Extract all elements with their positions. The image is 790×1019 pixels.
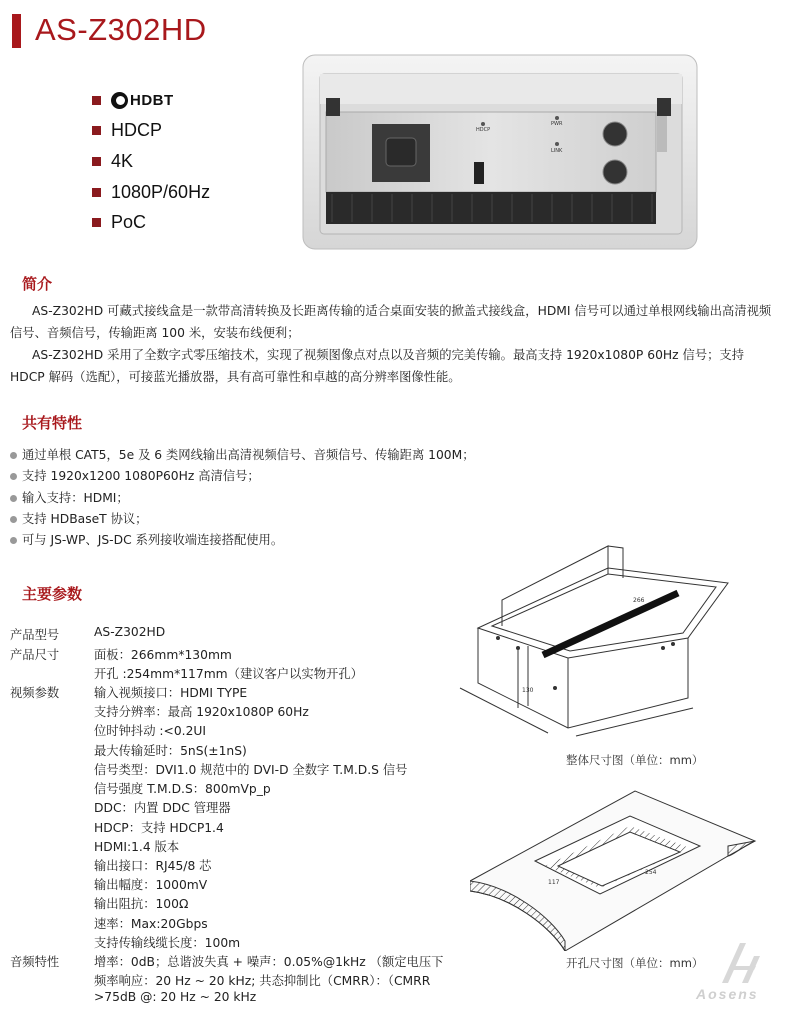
feature-text: PoC <box>111 212 147 232</box>
param-value: 位时钟抖动 :<0.2UI <box>94 724 207 738</box>
param-value: >75dB @: 20 Hz ~ 20 kHz <box>94 990 257 1004</box>
pwr-label: PWR <box>551 121 563 127</box>
hdbaset-logo-text: HDBT <box>130 92 174 109</box>
common-features-heading: 共有特性 <box>22 414 83 432</box>
param-label: 产品型号 <box>10 628 60 642</box>
param-value: DDC：内置 DDC 管理器 <box>94 801 231 815</box>
param-value: HDMI:1.4 版本 <box>94 840 180 854</box>
dim-label: 254 <box>645 869 657 876</box>
cutout-dimension-drawing <box>470 786 770 951</box>
hinge-icon <box>657 112 667 152</box>
param-value: 输出幅度：1000mV <box>94 878 208 892</box>
param-value: 输入视频接口：HDMI TYPE <box>94 686 248 700</box>
latch-icon <box>657 98 671 116</box>
list-item-text: 输入支持：HDMI； <box>22 490 129 505</box>
param-value: 输出接口：RJ45/8 芯 <box>94 859 212 873</box>
param-label: 音频特性 <box>10 955 60 969</box>
param-value: 速率：Max:20Gbps <box>94 917 208 931</box>
dim-label: 117 <box>548 879 560 886</box>
dim-label: 266 <box>633 597 645 604</box>
param-value: HDCP：支持 HDCP1.4 <box>94 821 224 835</box>
xlr-connector-icon <box>603 122 627 146</box>
list-item-text: 可与 JS-WP、JS-DC 系列接收端连接搭配使用。 <box>22 533 284 548</box>
list-item-text: 通过单根 CAT5，5e 及 6 类网线输出高清视频信号、音频信号、传输距离 100M； <box>22 448 475 462</box>
led-icon <box>555 116 559 120</box>
intro-paragraph-2: AS-Z302HD 采用了全数字式零压缩技术，实现了视频图像点对点以及音频的完美传输。最高支持 1920x1080P 60Hz 信号；支持 HDCP 解码（选配），可接蓝光播放器，具有高可靠性和卓越的高分辨率图像性能。 <box>10 348 745 384</box>
xlr-connector-icon <box>603 160 627 184</box>
list-item-text: 支持 HDBaseT 协议； <box>22 511 148 526</box>
param-value: 最大传输延时：5nS(±1nS) <box>94 744 247 758</box>
param-value: 信号类型：DVI1.0 规范中的 DVI-D 全数字 T.M.D.S 信号 <box>94 763 408 777</box>
feature-text: 4K <box>111 151 134 171</box>
params-heading: 主要参数 <box>22 585 83 603</box>
param-value: AS-Z302HD <box>94 625 166 639</box>
frame-outline <box>478 568 728 658</box>
product-title: AS-Z302HD <box>35 12 207 47</box>
overall-dimension-drawing <box>458 538 782 744</box>
param-value: 信号强度 T.M.D.S：800mVp_p <box>94 782 271 796</box>
param-value: 支持分辨率：最高 1920x1080P 60Hz <box>94 705 309 719</box>
cutout-caption: 开孔尺寸图（单位：mm） <box>566 956 704 970</box>
brand-name: Aosens <box>696 986 759 1002</box>
led-icon <box>555 142 559 146</box>
param-value: 支持传输线缆长度：100m <box>94 936 241 950</box>
intro-heading: 简介 <box>22 275 53 293</box>
led-icon <box>481 122 485 126</box>
param-value: 输出阻抗：100Ω <box>94 897 189 911</box>
list-item-text: 支持 1920x1200 1080P60Hz 高清信号； <box>22 469 260 484</box>
param-label: 产品尺寸 <box>10 648 60 662</box>
param-value: 面板：266mm*130mm <box>94 648 232 662</box>
lid-right <box>608 546 623 578</box>
hdcp-label: HDCP <box>476 127 491 133</box>
param-value: 频率响应：20 Hz ~ 20 kHz; 共态抑制比（CMRR）：（CMRR <box>94 974 431 988</box>
feature-text: HDCP <box>111 120 163 140</box>
link-label: LINK <box>551 148 563 154</box>
frame-inner <box>492 574 716 651</box>
param-label: 视频参数 <box>10 686 60 700</box>
dim-line <box>460 688 548 733</box>
brand-logo-icon <box>712 938 772 988</box>
overall-caption: 整体尺寸图（单位：mm） <box>566 753 704 767</box>
intro-paragraph-1: AS-Z302HD 可藏式接线盒是一款带高清转换及长距离传输的适合桌面安装的掀盖式接线盒，HDMI 信号可以通过单根网线输出高清视频信号、音频信号，传输距离 100 米，安装布线便利； <box>10 304 772 340</box>
param-value: 开孔 :254mm*117mm（建议客户以实物开孔） <box>94 667 363 681</box>
param-value: 增率：0dB；总谐波失真 + 噪声：0.05%@1kHz （额定电压下 <box>94 955 444 969</box>
hdmi-port-icon <box>474 162 484 184</box>
brush-strip-drawing <box>543 593 678 655</box>
feature-text: 1080P/60Hz <box>111 182 211 202</box>
dim-label: 130 <box>522 687 534 694</box>
